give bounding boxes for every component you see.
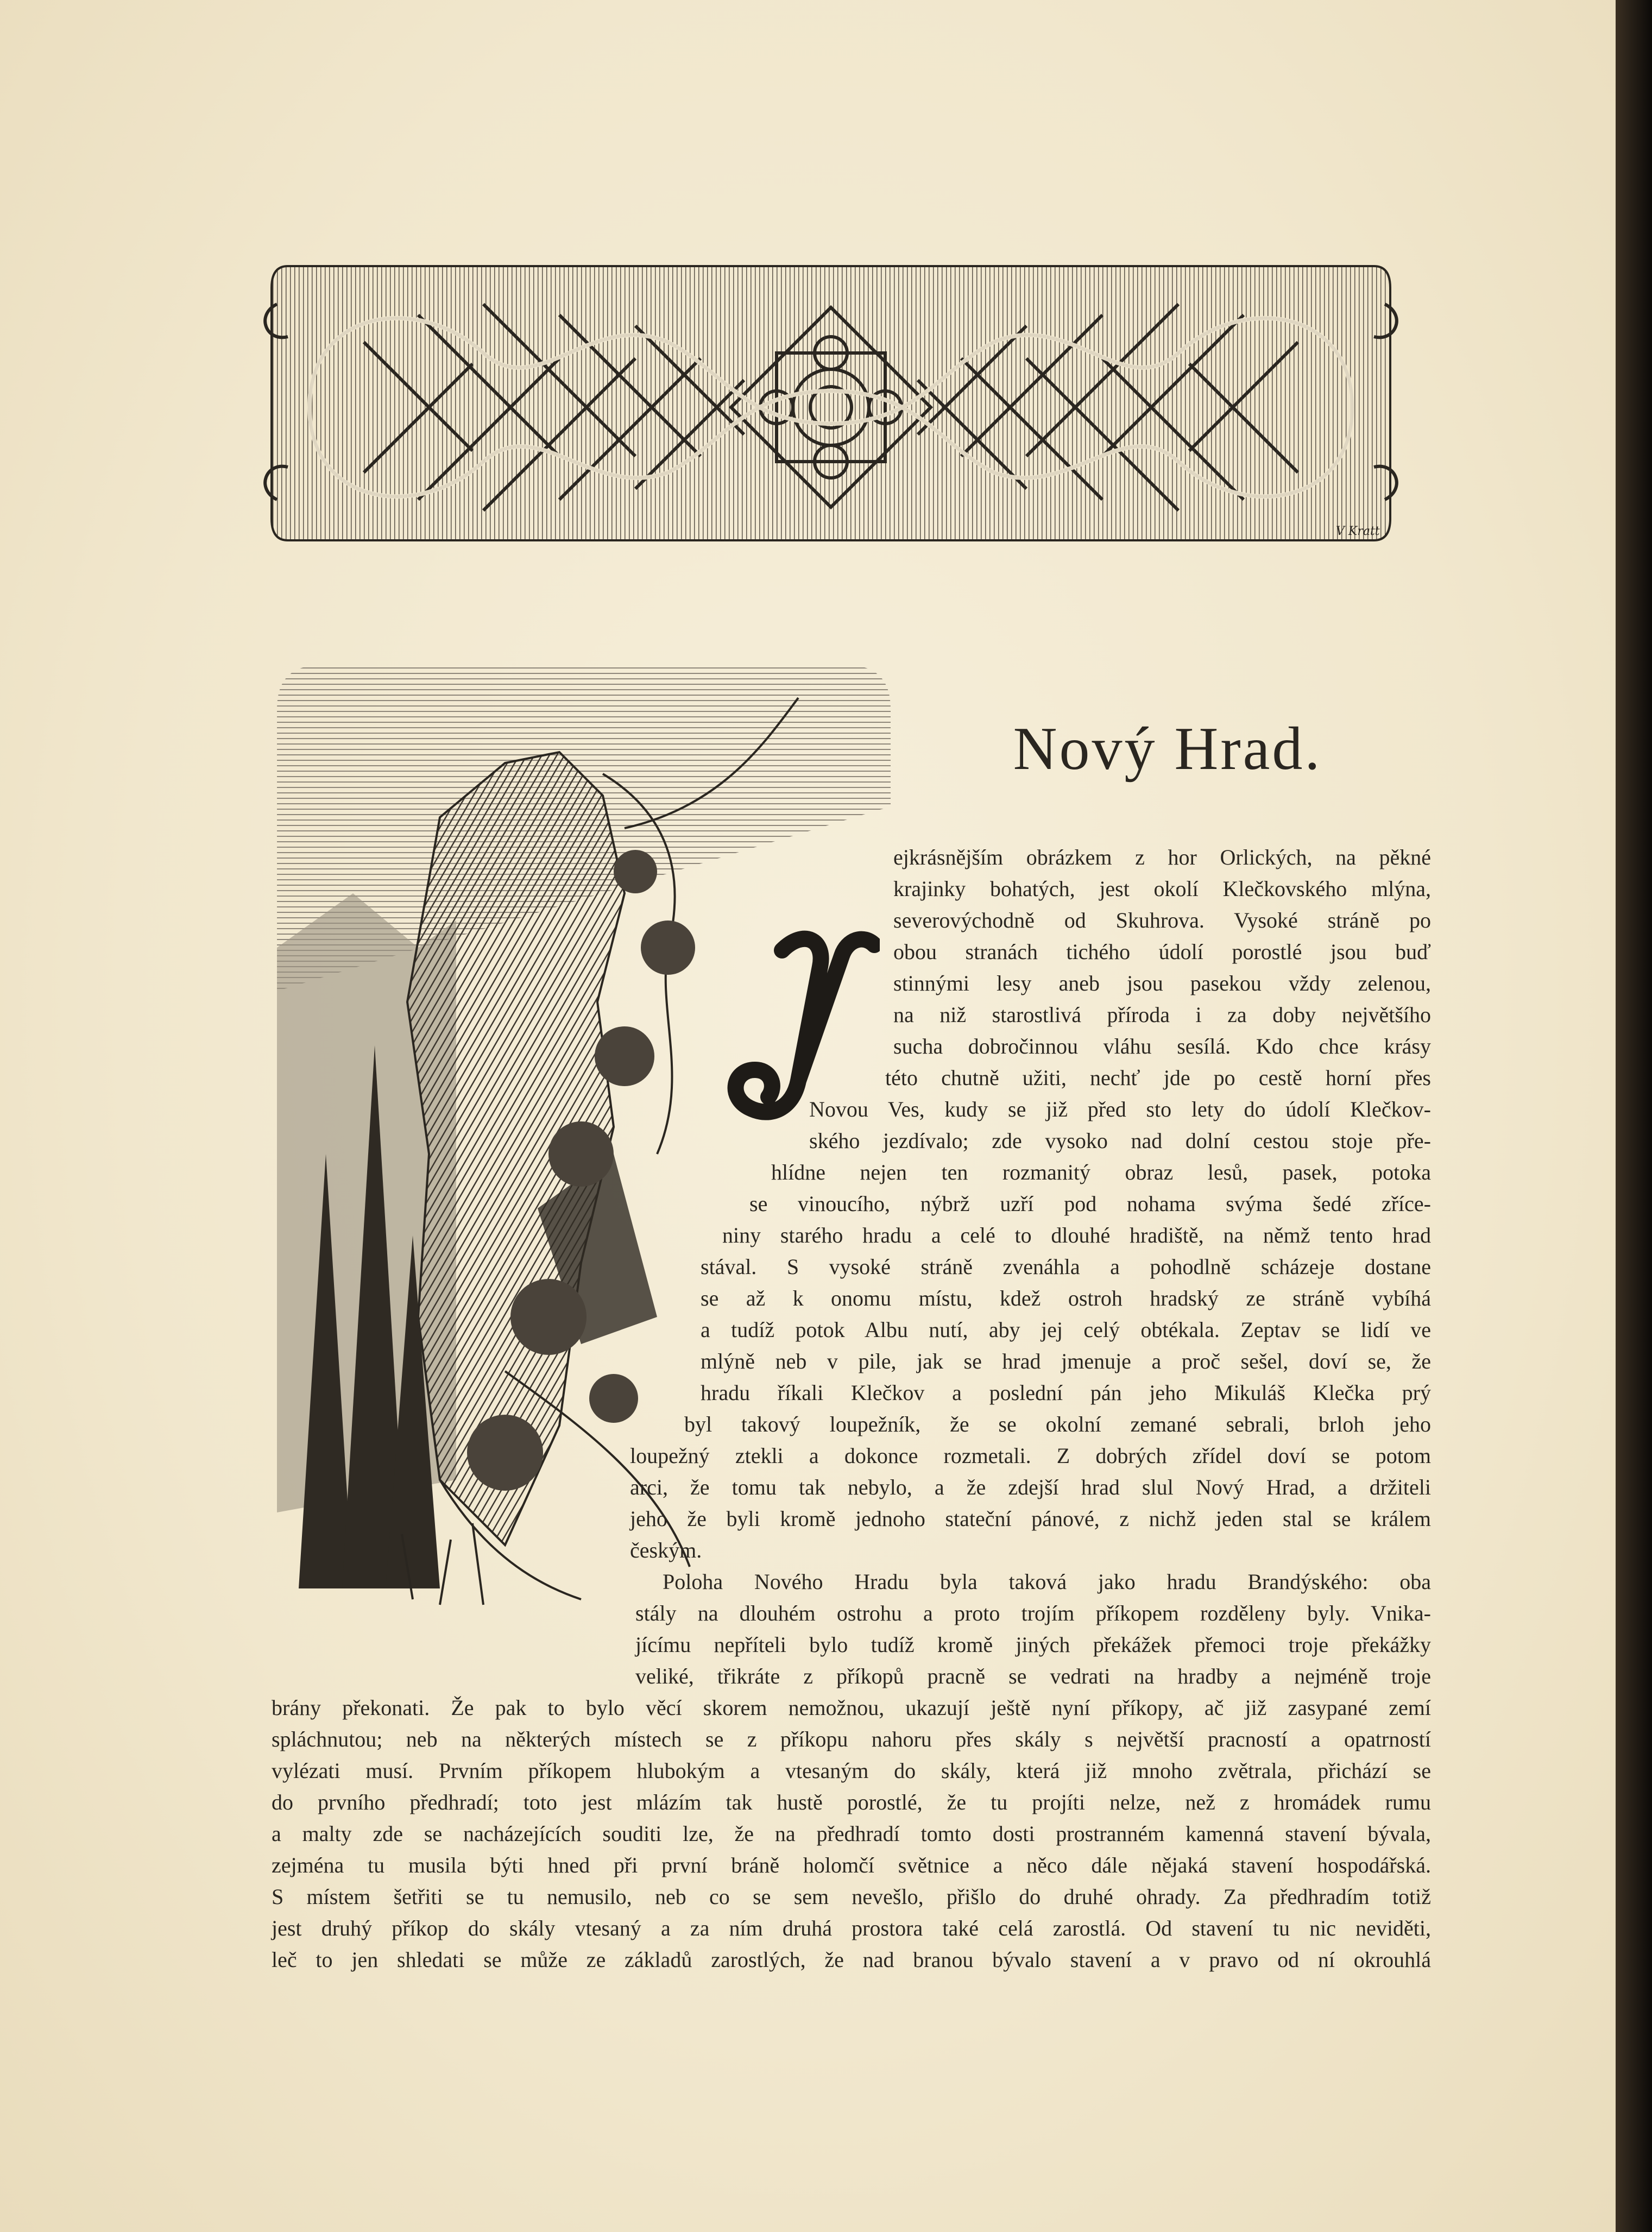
text-line: loupežný ztekli a dokonce rozmetali. Z dobrých zřídel doví se potom [630,1443,1431,1468]
text-line: stával. S vysoké stráně zvenáhla a pohodlně scházeje dostane [701,1254,1431,1279]
text-line: niny starého hradu a celé to dlouhé hradiště, na němž tento hrad [722,1223,1431,1247]
text-block-intro-2 [893,999,1431,1062]
text-line: se až k onomu místu, kdež ostroh hradský ze stráně vybíhá [701,1286,1431,1310]
text-line: arci, že tomu tak nebylo, a že zdejší hrad slul Nový Hrad, a držiteli [630,1475,1431,1499]
chapter-title: Nový Hrad. [1013,715,1322,783]
text-line: hradu říkali Klečkov a poslední pán jeho Mikuláš Klečka prý [701,1380,1431,1405]
text-line: a tudíž potok Albu nutí, aby jej celý obtékala. Zeptav se lidí ve [701,1317,1431,1342]
text-line: jícímu nepříteli bylo tudíž kromě jiných překážek přemoci troje překážky [635,1632,1431,1657]
text-block-10 [684,1409,1431,1440]
text-line: do prvního předhradí; toto jest mlázím tak hustě porostlé, že tu projíti nelze, než z hromádek rumu [272,1790,1431,1814]
text-block-11 [630,1440,1431,1566]
text-line: obou stranách tichého údolí porostlé jsou buď [893,940,1431,964]
text-line: krajinky bohatých, jest okolí Klečkovského mlýna, [893,877,1431,901]
text-block-4 [809,1094,1431,1157]
text-line: sucha dobročinnou vláhu sesílá. Kdo chce krásy [893,1034,1431,1058]
text-line: a malty zde se nacházejících souditi lze, že na předhradí tomto dosti prostranném kamenná stavení bývala, [272,1821,1431,1846]
text-line: leč to jen shledati se může ze základů zarostlých, že nad branou bývalo stavení a v pravo od ní okrouhlá [272,1947,1431,1972]
text-line: Poloha Nového Hradu byla taková jako hradu Brandýského: oba [663,1569,1431,1594]
text-line: S místem šetřiti se tu nemusilo, neb co se sem nevešlo, přišlo do druhé ohrady. Za předhradím totiž [272,1884,1431,1909]
text-line: hlídne nejen ten rozmanitý obraz lesů, pasek, potoka [771,1160,1431,1184]
text-line: této chutně užiti, nechť jde po cestě horní přes [885,1065,1431,1090]
text-block-13 [635,1598,1431,1692]
engraver-signature: V Kratt [1336,525,1380,538]
text-line: byl takový loupežník, že se okolní zemané sebrali, brloh jeho [684,1412,1431,1436]
text-block-12 [663,1566,1431,1598]
text-line: brány překonati. Že pak to bylo věcí skorem nemožnou, ukazují ještě nyní příkopy, ač již zasypané zemí [272,1695,1431,1720]
text-line: jeho že byli kromě jednoho stateční pánové, z nichž jeden stal se králem [630,1506,1431,1531]
text-line: stály na dlouhém ostrohu a proto trojím příkopem rozděleny byly. Vnika- [635,1601,1431,1625]
text-line: mlýně neb v pile, jak se hrad jmenuje a proč sešel, doví se, že [701,1349,1431,1373]
text-line: Novou Ves, kudy se již před sto lety do údolí Klečkov- [809,1097,1431,1121]
text-line: českým. [630,1538,702,1562]
text-block-3 [885,1062,1431,1094]
text-block-9 [701,1377,1431,1409]
text-block-7 [722,1220,1431,1251]
text-line: ského jezdívalo; zde vysoko nad dolní cestou stoje pře- [809,1128,1431,1153]
text-line: ejkrásnějším obrázkem z hor Orlických, na pěkné [893,845,1431,869]
text-line: zejména tu musila býti hned při první bráně holomčí světnice a něco dále nějaká stavení hospodářská. [272,1853,1431,1877]
ornamental-interlace-banner [255,244,1407,562]
text-block-5 [771,1157,1431,1188]
text-block-6 [749,1188,1431,1220]
text-line: se vinoucího, nýbrž uzří pod nohama svýma šedé zříce- [749,1191,1431,1216]
text-line: vylézati musí. Prvním příkopem hlubokým a vtesaným do skály, která již mnoho zvětrala, přichází se [272,1758,1431,1783]
text-block-intro [893,842,1431,999]
text-block-full-width [272,1692,1431,1976]
dropcap-initial [717,918,880,1124]
text-block-8 [701,1251,1431,1377]
text-line: jest druhý příkop do skály vtesaný a za ním druhá prostora také celá zarostlá. Od stavení tu nic neviděti, [272,1916,1431,1940]
text-line: na niž starostlivá příroda i za doby největšího [893,1002,1431,1027]
book-spine-edge [1616,0,1652,2232]
text-line: veliké, třikráte z příkopů pracně se vedrati na hradby a nejméně troje [635,1664,1431,1688]
text-line: spláchnutou; neb na některých místech se z příkopu nahoru přes skály s největší pracností a opatrností [272,1727,1431,1751]
text-line: severovýchodně od Skuhrova. Vysoké stráně po [893,908,1431,932]
text-line: stinnými lesy aneb jsou pasekou vždy zelenou, [893,971,1431,995]
